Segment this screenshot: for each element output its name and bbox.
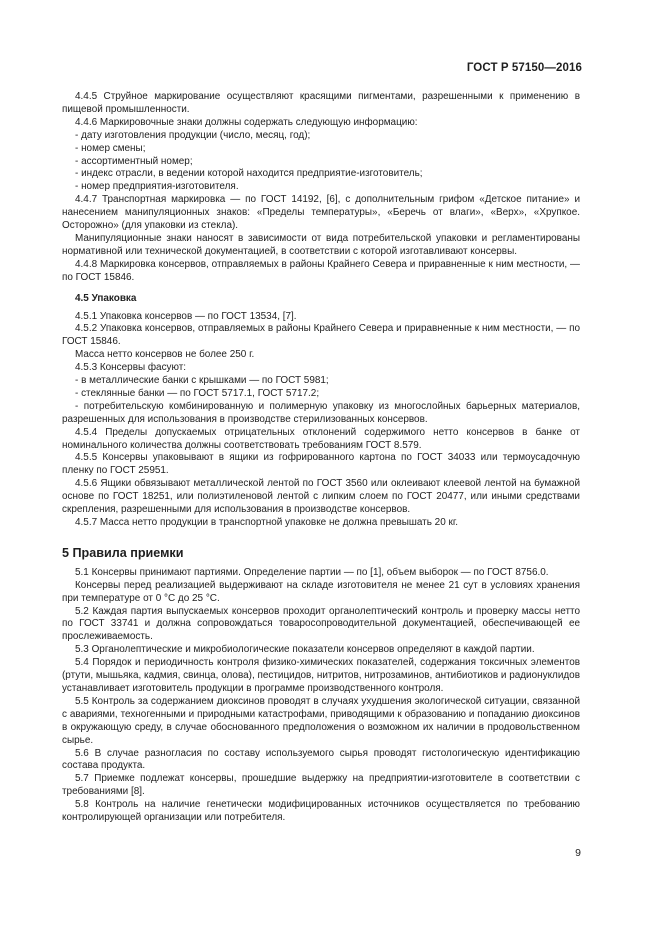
paragraph: 4.5.1 Упаковка консервов — по ГОСТ 13534, [7]. xyxy=(75,310,297,322)
paragraph: - дату изготовления продукции (число, месяц, год); xyxy=(75,129,311,141)
standard-designation: ГОСТ Р 57150—2016 xyxy=(466,62,582,74)
paragraph: - потребительскую комбинированную и полимерную упаковку из многослойных барьерных материалов, разрешенных для использования в производстве стерилизованных консервов. xyxy=(62,400,580,425)
paragraph: 5.4 Порядок и периодичность контроля физико-химических показателей, содержания токсичных элементов (ртути, мышьяка, кадмия, свинца, олова), пестицидов, нитритов, нитрозаминов, антибиотиков и радионуклидов устанавливает изготовитель продукции в программе производственного контроля. xyxy=(62,657,580,694)
paragraph: - в металлические банки с крышками — по ГОСТ 5981; xyxy=(75,375,329,387)
paragraph: 4.4.5 Струйное маркирование осуществляют красящими пигментами, разрешенными к применению в пищевой промышленности. xyxy=(62,91,580,115)
paragraph: 4.4.6 Маркировочные знаки должны содержать следующую информацию: xyxy=(75,116,418,128)
subsection-heading: 4.5 Упаковка xyxy=(75,292,137,304)
paragraph: - стеклянные банки — по ГОСТ 5717.1, ГОСТ 5717.2; xyxy=(75,387,320,399)
section-heading: 5 Правила приемки xyxy=(62,545,184,560)
paragraph: 5.8 Контроль на наличие генетически модифицированных источников осуществляется по требованию контролирующей организации или потребителя. xyxy=(62,799,580,824)
paragraph: 4.4.7 Транспортная маркировка — по ГОСТ 14192, [6], с дополнительным грифом «Детское питание» и нанесением манипуляционных знаков: «Пределы температуры», «Беречь от влаги», «Верх», «Хрупкое. Осторожно» (для упаковки из стекла). xyxy=(62,194,580,232)
paragraph: 5.3 Органолептические и микробиологические показатели консервов определяют в каждой партии. xyxy=(75,644,535,656)
page-number: 9 xyxy=(575,847,581,859)
paragraph: - номер смены; xyxy=(75,142,146,154)
paragraph: Масса нетто консервов не более 250 г. xyxy=(75,349,255,361)
paragraph: 4.5.6 Ящики обвязывают металлической лентой по ГОСТ 3560 или оклеивают клеевой лентой на бумажной основе по ГОСТ 18251, или полиэтиленовой лентой с липким слоем по ГОСТ 20477, или иными средствами скрепления, разрешенными для использования в производстве консервов. xyxy=(62,478,580,516)
paragraph: 4.5.5 Консервы упаковывают в ящики из гофрированного картона по ГОСТ 34033 или термоусадочную пленку по ГОСТ 25951. xyxy=(62,452,580,477)
paragraph: Манипуляционные знаки наносят в зависимости от вида потребительской упаковки и регламентированы нормативной или технической документацией, в соответствии с которой изготавливают консервы. xyxy=(62,232,580,257)
paragraph: 5.5 Контроль за содержанием диоксинов проводят в случаях ухудшения экологической ситуации, связанной с авариями, техногенными и природными катастрофами, приводящими к образованию и попаданию диоксинов в окружающую среду, в случае обоснованного предположения о возможном их наличии в продовольственном сырье. xyxy=(62,695,580,746)
paragraph: 5.6 В случае разногласия по составу используемого сырья проводят гистологическую идентификацию состава продукта. xyxy=(62,747,580,772)
paragraph: Консервы перед реализацией выдерживают на складе изготовителя не менее 21 сут в условиях хранения при температуре от 0 °С до 25 °С. xyxy=(62,579,580,604)
paragraph: 4.5.2 Упаковка консервов, отправляемых в районы Крайнего Севера и приравненные к ним местности, — по ГОСТ 15846. xyxy=(62,323,580,348)
document-body xyxy=(62,91,580,825)
paragraph: 5.1 Консервы принимают партиями. Определение партии — по [1], объем выборок — по ГОСТ 8756.0. xyxy=(75,566,549,578)
paragraph: - ассортиментный номер; xyxy=(75,155,193,167)
paragraph: - индекс отрасли, в ведении которой находится предприятие-изготовитель; xyxy=(75,168,423,180)
paragraph: 5.7 Приемке подлежат консервы, прошедшие выдержку на предприятии-изготовителе в соответствии с требованиями [8]. xyxy=(62,773,580,798)
paragraph: 4.5.3 Консервы фасуют: xyxy=(75,362,187,374)
paragraph: 5.2 Каждая партия выпускаемых консервов проходит органолептический контроль и проверку массы нетто по ГОСТ 33741 и должна сопровождаться товаросопроводительной документацией, обеспечивающей ее прослеживаемость. xyxy=(62,605,580,643)
paragraph: - номер предприятия-изготовителя. xyxy=(75,181,239,193)
paragraph: 4.4.8 Маркировка консервов, отправляемых в районы Крайнего Севера и приравненные к ним местности, — по ГОСТ 15846. xyxy=(62,258,580,283)
paragraph: 4.5.4 Пределы допускаемых отрицательных отклонений содержимого нетто консервов в банке от номинального количества должны соответствовать требованиям ГОСТ 8.579. xyxy=(62,426,580,451)
paragraph: 4.5.7 Масса нетто продукции в транспортной упаковке не должна превышать 20 кг. xyxy=(75,517,459,528)
